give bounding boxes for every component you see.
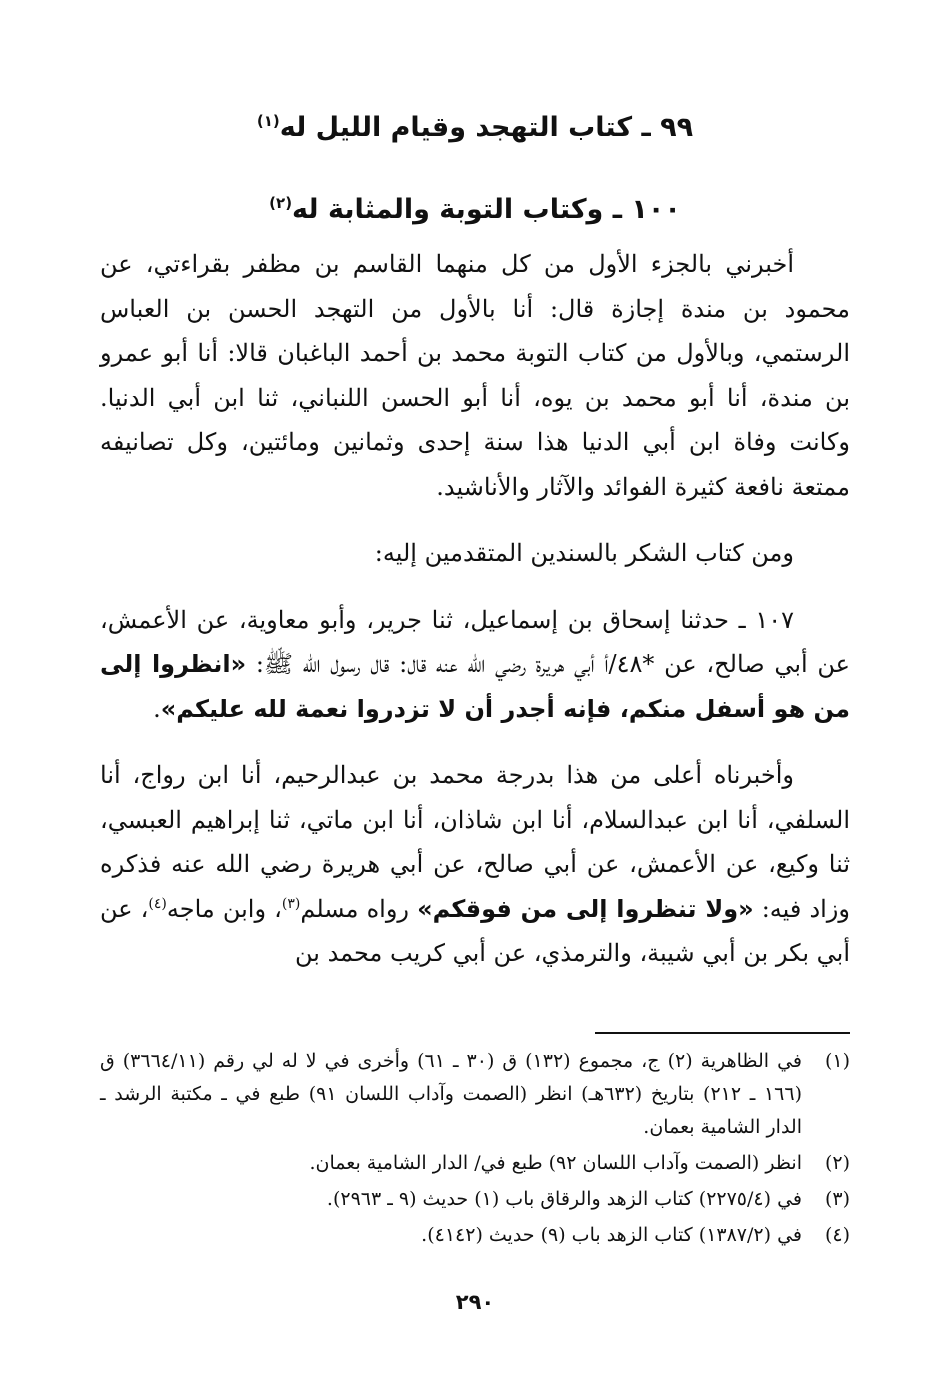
heading-text: ١٠٠ ـ وكتاب التوبة والمثابة له [292, 194, 681, 225]
footnote-text: في (١٣٨٧/٢) كتاب الزهد باب (٩) حديث (٤١٤٢). [421, 1224, 802, 1246]
punctuation: . [153, 694, 161, 723]
heading-text: ٩٩ ـ كتاب التهجد وقيام الليل له [279, 112, 694, 143]
isnad-text: وأخبرناه أعلى من هذا بدرجة محمد بن عبدالرحيم، أنا ابن رواج، أنا السلفي، أنا ابن عبدالسلام، أنا ابن شاذان، أنا ابن ماتي، ثنا إبراهيم العبسي، ثنا وكيع، عن الأعمش، عن أبي صالح، عن أبي هريرة رضي الله عنه فذكره وزاد فيه: [100, 761, 850, 923]
footnote-ref: (٤) [148, 895, 167, 912]
paragraph-isnad: أخبرني بالجزء الأول من كل منهما القاسم بن مظفر بقراءتي، عن محمود بن مندة إجازة قال: أنا بالأول من التهجد الحسن بن العباس الرستمي، وبالأول من كتاب التوبة محمد بن أحمد الباغبان قالا: أنا أبو عمرو بن مندة، أنا أبو محمد بن يوه، أنا أبو الحسن اللنباني، ثنا ابن أبي الدنيا. وكانت وفاة ابن أبي الدنيا هذا سنة إحدى وثمانين ومائتين، وكل تصانيفه ممتعة نافعة كثيرة الفوائد والآثار والأناشيد. [100, 250, 850, 501]
footnote-text: في الظاهرية (٢) ج، مجموع (١٣٢) ق (٣٠ ـ ٦١) وأخرى في لا له لي رقم (٣٦٦٤/١١) ق (١٦٦ ـ ٢١٢) بتاريخ (٦٣٢هـ) انظر (الصمت وآداب اللسان ٩١) طبع في ـ مكتبة الرشد ـ الدار الشامية بعمان. [100, 1050, 802, 1138]
footnote-ref: (٢) [269, 194, 293, 212]
hadith-isnad: ١٠٧ ـ حدثنا إسحاق بن إسماعيل، ثنا جرير، وأبو معاوية، عن الأعمش، عن أبي صالح، عن *٤٨/أ أبي هريرة رضي الله عنه قال: قال رسول الله ﷺ: [100, 605, 850, 678]
footnote-separator [595, 1032, 850, 1034]
footnote-text: انظر (الصمت وآداب اللسان ٩٢) طبع في/ الدار الشامية بعمان. [309, 1152, 802, 1174]
footnote-item [100, 1045, 850, 1144]
footnote-number: (٤) [824, 1224, 850, 1246]
text-segment: ، عن أبي بكر بن أبي شيبة، والترمذي، عن أبي كريب محمد بن [100, 894, 850, 967]
chapter-heading-99 [100, 108, 850, 148]
footnote-ref: (١) [256, 112, 280, 130]
footnote-number: (٣) [824, 1188, 850, 1210]
footnote-ref: (٣) [281, 895, 301, 912]
footnote-item [100, 1219, 850, 1252]
paragraph-kitab-shukr: ومن كتاب الشكر بالسندين المتقدمين إليه: [374, 539, 794, 567]
page-number: ٢٩٠ [455, 1290, 495, 1314]
text-segment: رواه مسلم [300, 894, 418, 923]
text-segment: ، وابن ماجه [166, 894, 282, 923]
footnote-number: (١) [824, 1050, 850, 1072]
hadith-addition: «ولا تنظروا إلى من فوقكم» [417, 894, 754, 923]
hadith-matn: «انظروا إلى من هو أسفل منكم، فإنه أجدر أن لا تزدروا نعمة لله عليكم» [100, 650, 850, 723]
footnote-item [100, 1147, 850, 1180]
paragraph-higher-isnad [100, 753, 850, 976]
footnote-item [100, 1183, 850, 1216]
footnotes [100, 1045, 850, 1255]
footnote-number: (٢) [824, 1152, 850, 1174]
paragraph-hadith-107 [100, 598, 850, 732]
chapter-heading-100 [100, 190, 850, 230]
footnote-text: في (٢٢٧٥/٤) كتاب الزهد والرقاق باب (١) حديث (٩ ـ ٢٩٦٣). [326, 1188, 802, 1210]
page-body [100, 100, 850, 1246]
